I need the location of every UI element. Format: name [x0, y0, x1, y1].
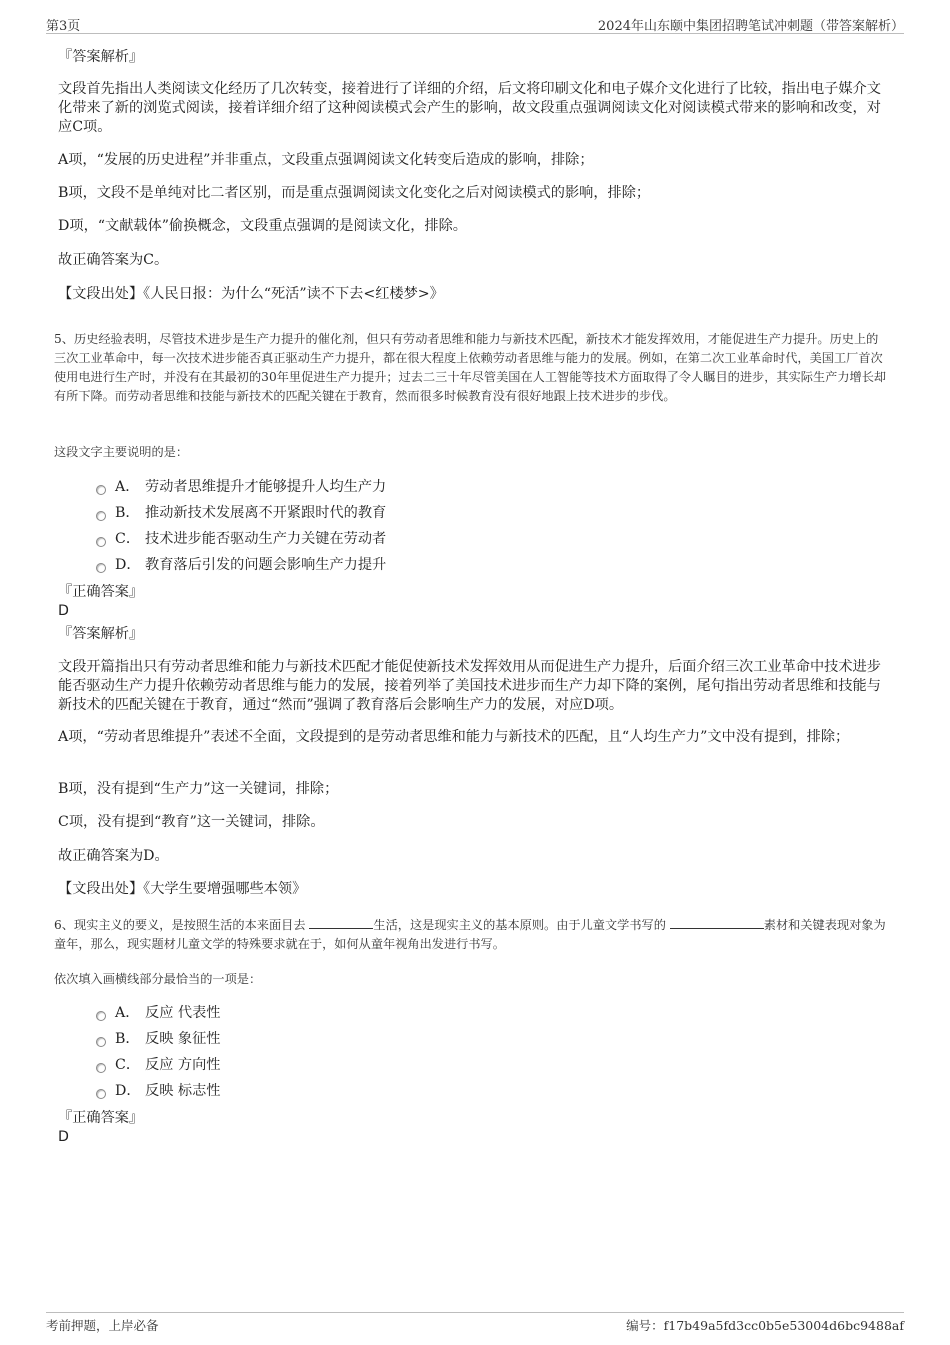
q5-option-d[interactable]: D． 教育落后引发的问题会影响生产力提升 [96, 556, 386, 575]
correct-answer-value: D [58, 1129, 69, 1145]
analysis-option-c: C项，没有提到“教育”这一关键词，排除。 [58, 814, 325, 830]
q6-option-a[interactable]: A． 反应 代表性 [96, 1004, 220, 1023]
analysis-option-b: B项，文段不是单纯对比二者区别，而是重点强调阅读文化变化之后对阅读模式的影响，排除； [58, 185, 651, 201]
radio-icon[interactable] [96, 485, 106, 495]
question-5-prompt: 这段文字主要说明的是： [54, 445, 189, 459]
analysis-label: 『答案解析』 [58, 626, 144, 642]
q6-option-d[interactable]: D． 反映 标志性 [96, 1082, 220, 1101]
page-number: 第3页 [46, 19, 81, 34]
analysis-option-b: B项，没有提到“生产力”这一关键词，排除； [58, 781, 339, 797]
document-title: 2024年山东颐中集团招聘笔试冲刺题（带答案解析） [597, 19, 904, 34]
question-6-prompt: 依次填入画横线部分最恰当的一项是： [54, 972, 262, 986]
source-citation: 【文段出处】《人民日报：为什么“死活”读不下去<红楼梦>》 [58, 286, 444, 302]
correct-answer-value: D [58, 603, 69, 619]
page-header [46, 13, 904, 34]
q6-option-c[interactable]: C． 反应 方向性 [96, 1056, 220, 1075]
question-5-text: 5、历史经验表明，尽管技术进步是生产力提升的催化剂，但只有劳动者思维和能力与新技术匹配，新技术才能发挥效用，才能促进生产力提升。历史上的三次工业革命中，每一次技术进步能否真正驱动生产力提升，都在很大程度上依赖劳动者思维与能力的发展。例如，在第二次工业革命时代，美国工厂首次使用电进行生产时，并没有在其最初的30年里促进生产力提升；过去二三十年尽管美国在人工智能等技术方面取得了令人瞩目的进步，其实际生产力增长却有所下降。而劳动者思维和技能与新技术的匹配关键在于教育，然而很多时候教育没有很好地跟上技术进步的步伐。 [54, 332, 887, 403]
radio-icon[interactable] [96, 1011, 106, 1021]
q5-option-b[interactable]: B． 推动新技术发展离不开紧跟时代的教育 [96, 504, 386, 523]
analysis-option-a: A项，“劳动者思维提升”表述不全面，文段提到的是劳动者思维和能力与新技术的匹配，且“人均生产力”文中没有提到，排除； [58, 729, 850, 745]
analysis-text: 文段首先指出人类阅读文化经历了几次转变，接着进行了详细的介绍，后文将印刷文化和电子媒介文化进行了比较，指出电子媒介文化带来了新的浏览式阅读，接着详细介绍了这种阅读模式会产生的影响，故文段重点强调阅读文化对阅读模式带来的影响和改变，对应C项。 [58, 81, 881, 135]
fill-blank-2[interactable] [670, 916, 764, 929]
footer-slogan: 考前押题，上岸必备 [46, 1318, 159, 1333]
radio-icon[interactable] [96, 1037, 106, 1047]
radio-icon[interactable] [96, 511, 106, 521]
correct-answer-label: 『正确答案』 [58, 584, 144, 600]
q6-option-b[interactable]: B． 反映 象征性 [96, 1030, 220, 1049]
page-footer [46, 1312, 904, 1333]
correct-answer-label: 『正确答案』 [58, 1110, 144, 1126]
radio-icon[interactable] [96, 1063, 106, 1073]
analysis-option-d: D项，“文献载体”偷换概念，文段重点强调的是阅读文化，排除。 [58, 218, 467, 234]
radio-icon[interactable] [96, 537, 106, 547]
analysis-label: 『答案解析』 [58, 49, 144, 65]
fill-blank-1[interactable] [309, 916, 373, 929]
document-id: 编号：f17b49a5fd3cc0b5e53004d6bc9488af [626, 1318, 904, 1333]
analysis-conclusion: 故正确答案为D。 [58, 848, 169, 864]
radio-icon[interactable] [96, 1089, 106, 1099]
analysis-conclusion: 故正确答案为C。 [58, 252, 169, 268]
analysis-text: 文段开篇指出只有劳动者思维和能力与新技术匹配才能促使新技术发挥效用从而促进生产力提升，后面介绍三次工业革命中技术进步能否驱动生产力提升依赖劳动者思维与能力的发展，接着列举了美国技术进步而生产力却下降的案例，尾句指出劳动者思维和技能与新技术的匹配关键在于教育，通过“然而”强调了教育落后会影响生产力的发展，对应D项。 [58, 659, 881, 713]
q5-option-a[interactable]: A． 劳动者思维提升才能够提升人均生产力 [96, 478, 386, 497]
radio-icon[interactable] [96, 563, 106, 573]
q5-option-c[interactable]: C． 技术进步能否驱动生产力关键在劳动者 [96, 530, 386, 549]
source-citation: 【文段出处】《大学生要增强哪些本领》 [58, 881, 307, 897]
analysis-option-a: A项，“发展的历史进程”并非重点，文段重点强调阅读文化转变后造成的影响，排除； [58, 152, 594, 168]
question-6-text: 6、现实主义的要义，是按照生活的本来面目去 生活，这是现实主义的基本原则。由于儿童文学书写的 素材和关键表现对象为童年，那么，现实题材儿童文学的特殊要求就在于，如何从童年视角出发进行书写。 [54, 918, 886, 951]
